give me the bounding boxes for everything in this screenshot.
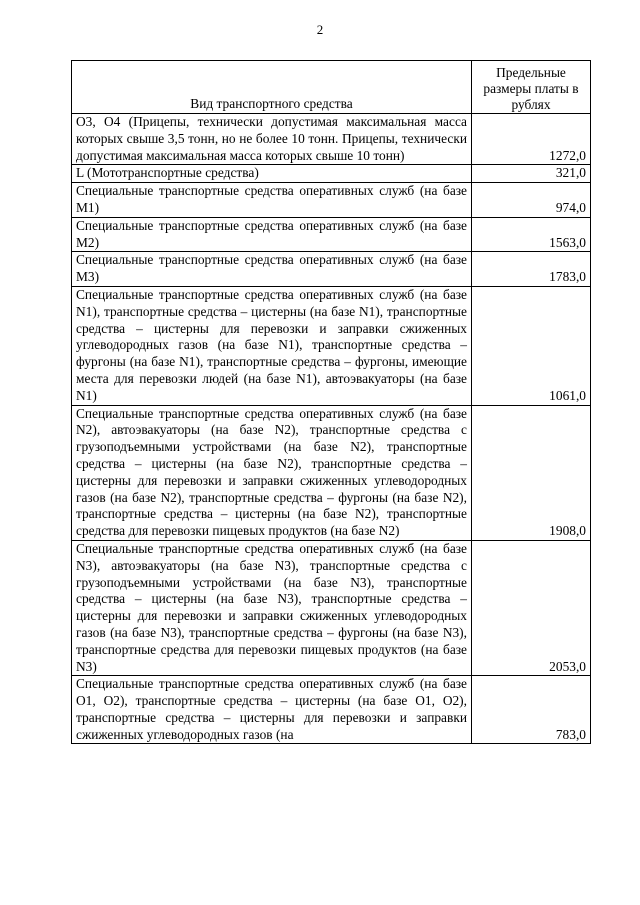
table-row <box>72 165 591 183</box>
table-row <box>72 217 591 252</box>
table-header-row <box>72 61 591 114</box>
price-cell: 1061,0 <box>472 286 591 405</box>
vehicle-type-cell: Специальные транспортные средства оперативных служб (на базе O1, O2), транспортные средства – цистерны (на базе O1, O2), транспортные средства – цистерны для перевозки и заправки сжиженных углеводородных газов (на <box>72 676 472 744</box>
vehicle-type-cell: Специальные транспортные средства оперативных служб (на базе N2), автоэвакуаторы (на базе N2), транспортные средства с грузоподъемными устройствами (на базе N2), транспортные средства – цистерны (на базе N2), транспортные средства – цистерны для перевозки и заправки сжиженных углеводородных газов (на базе N2), транспортные средства – фургоны (на базе N2), транспортные средства – цистерны (на базе N2), транспортные средства для перевозки пищевых продуктов (на базе N2) <box>72 405 472 540</box>
page-number: 2 <box>316 22 324 37</box>
price-cell: 783,0 <box>472 676 591 744</box>
table-row <box>72 540 591 675</box>
table-row <box>72 405 591 540</box>
vehicle-type-cell: Специальные транспортные средства оперативных служб (на базе N3), автоэвакуаторы (на базе N3), транспортные средства с грузоподъемными устройствами (на базе N3), транспортные средства – цистерны (на базе N3), транспортные средства – цистерны для перевозки и заправки сжиженных углеводородных газов (на базе N3), транспортные средства – фургоны (на базе N3), транспортные средства для перевозки пищевых продуктов (на базе N3) <box>72 540 472 675</box>
price-cell: 1783,0 <box>472 252 591 287</box>
price-cell: 1272,0 <box>472 114 591 165</box>
header-max-fee: Предельные размеры платы в рублях <box>472 61 591 114</box>
price-cell: 1563,0 <box>472 217 591 252</box>
price-cell: 321,0 <box>472 165 591 183</box>
table-row <box>72 286 591 405</box>
tariff-table <box>71 60 591 744</box>
vehicle-type-cell: Специальные транспортные средства оперативных служб (на базе M2) <box>72 217 472 252</box>
vehicle-type-cell: Специальные транспортные средства оперативных служб (на базе M1) <box>72 183 472 218</box>
price-cell: 974,0 <box>472 183 591 218</box>
table-row <box>72 183 591 218</box>
table-row <box>72 252 591 287</box>
vehicle-type-cell: Специальные транспортные средства оперативных служб (на базе M3) <box>72 252 472 287</box>
price-cell: 1908,0 <box>472 405 591 540</box>
vehicle-type-cell: L (Мототранспортные средства) <box>72 165 472 183</box>
header-vehicle-type: Вид транспортного средства <box>72 61 472 114</box>
table-row <box>72 114 591 165</box>
vehicle-type-cell: O3, O4 (Прицепы, технически допустимая максимальная масса которых свыше 3,5 тонн, но не более 10 тонн. Прицепы, технически допустимая максимальная масса которых свыше 10 тонн) <box>72 114 472 165</box>
vehicle-type-cell: Специальные транспортные средства оперативных служб (на базе N1), транспортные средства – цистерны (на базе N1), транспортные средства – цистерны для перевозки и заправки сжиженных углеводородных газов (на базе N1), транспортные средства – фургоны (на базе N1), транспортные средства – фургоны, имеющие места для перевозки людей (на базе N1), автоэвакуаторы (на базе N1) <box>72 286 472 405</box>
price-cell: 2053,0 <box>472 540 591 675</box>
table-row <box>72 676 591 744</box>
